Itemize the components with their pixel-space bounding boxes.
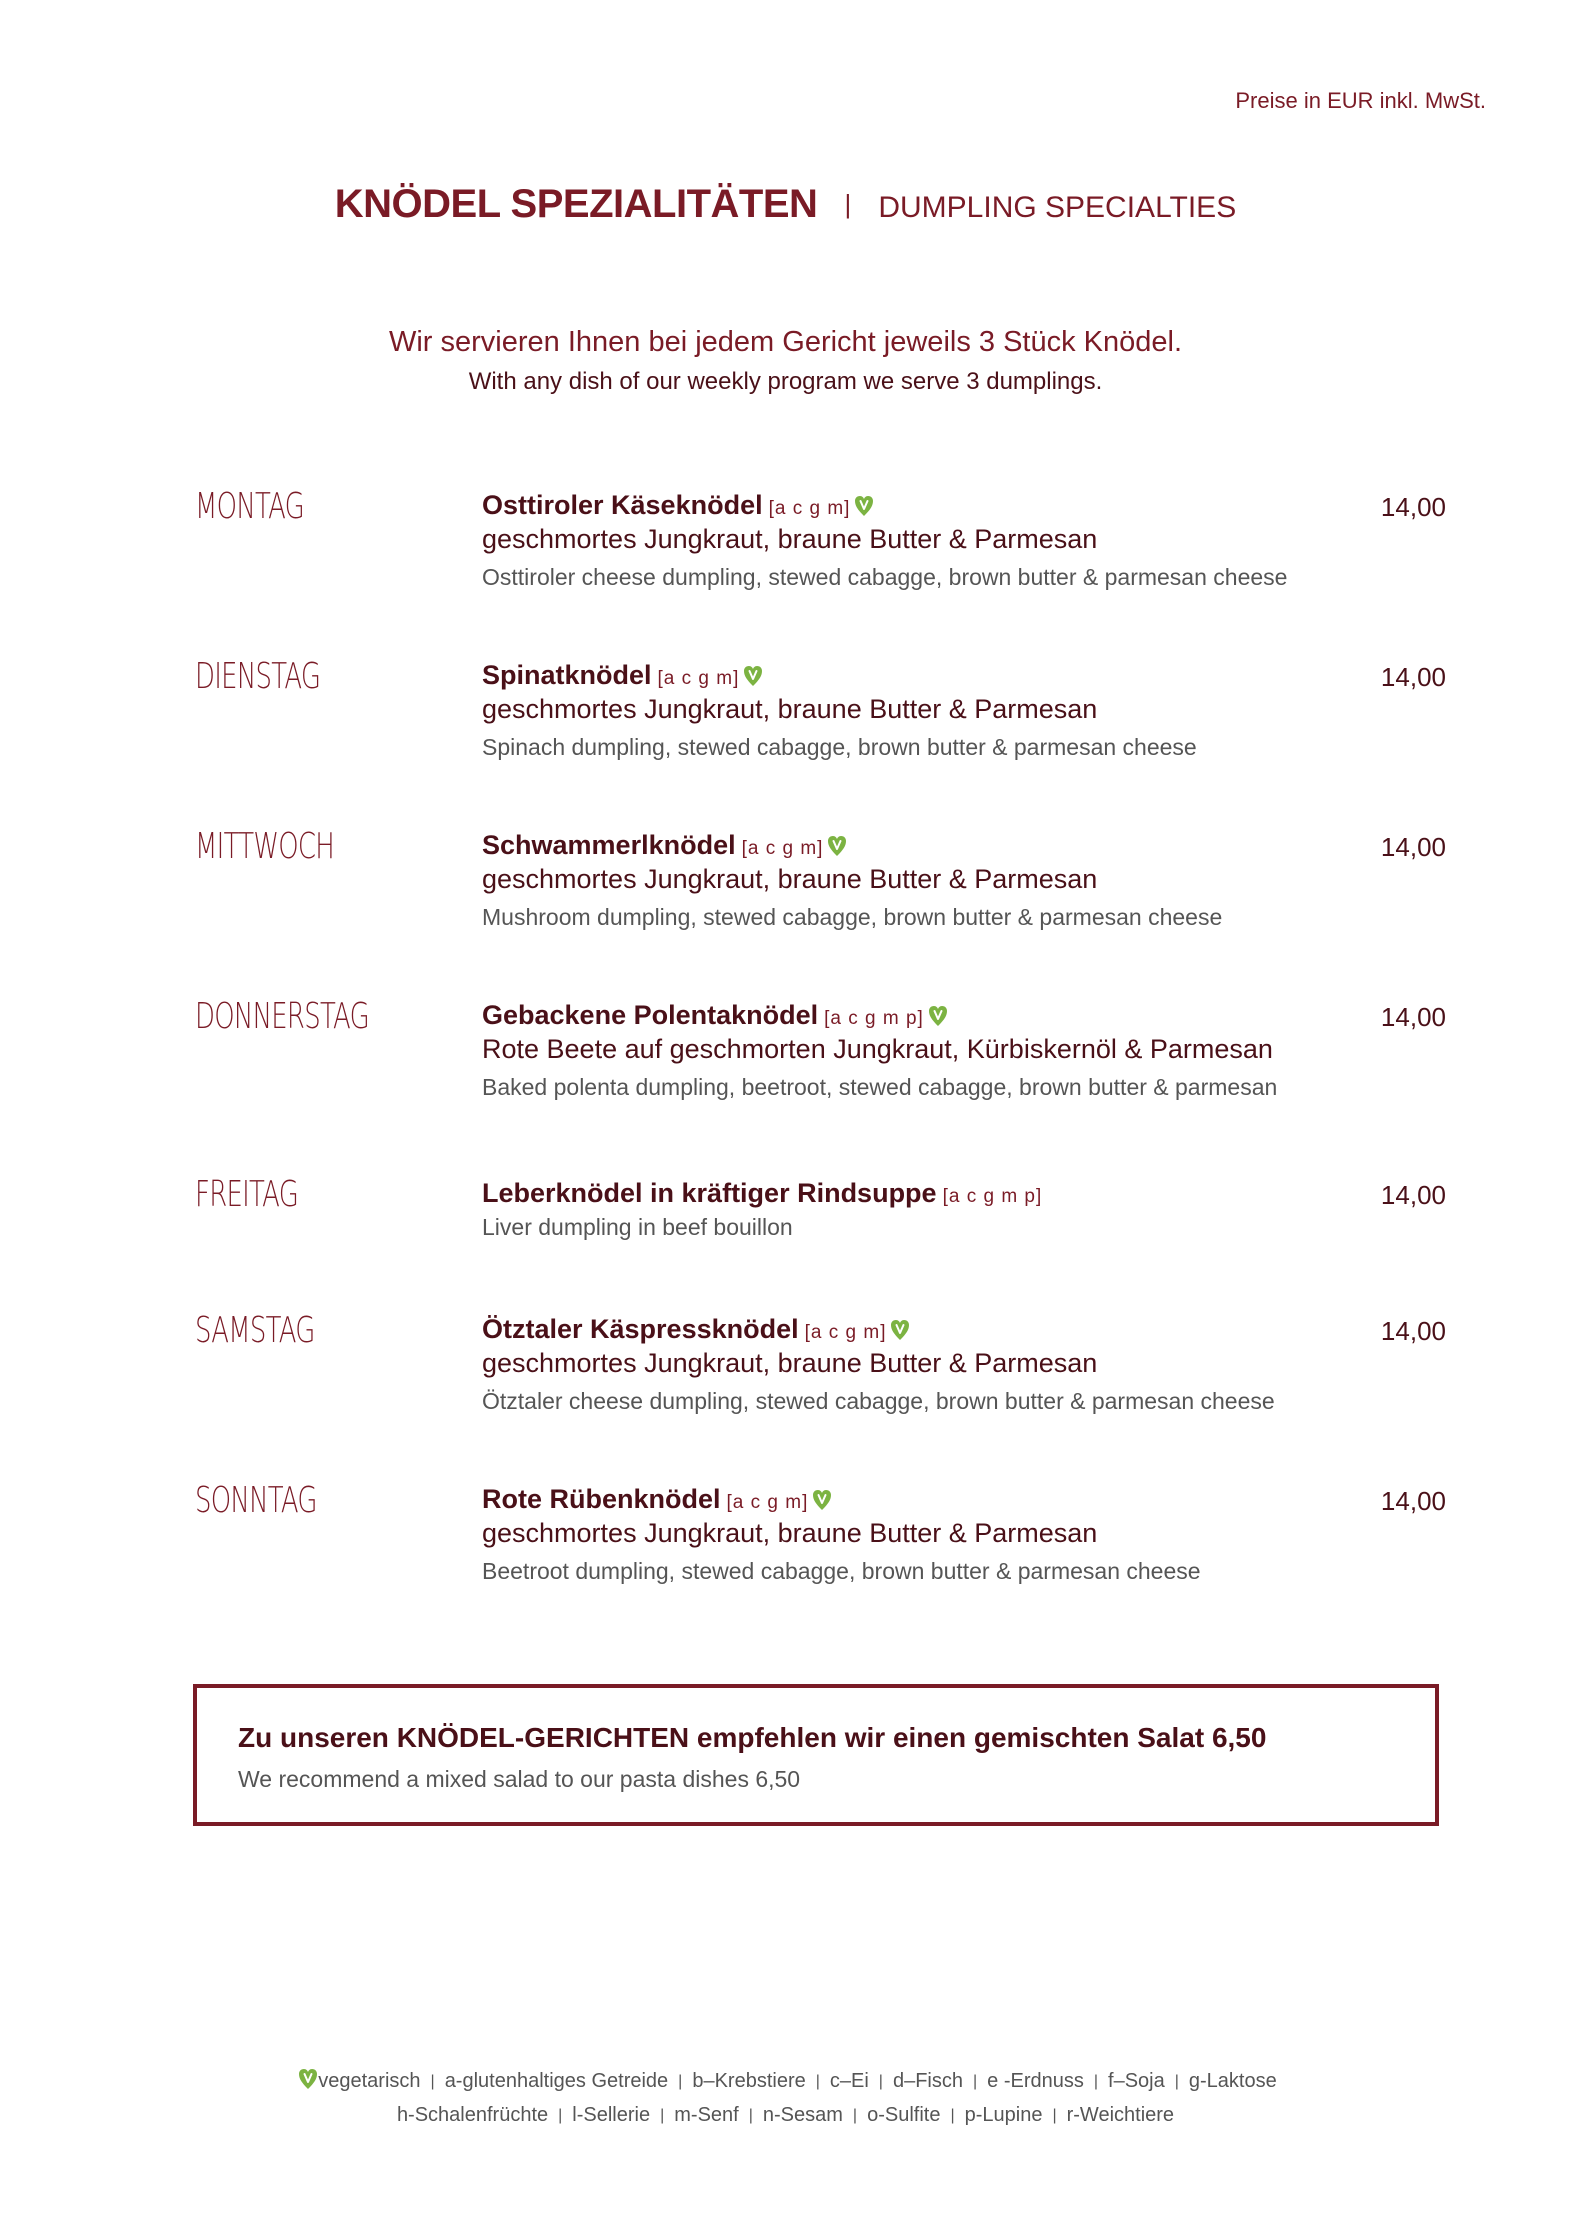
title-english: DUMPLING SPECIALTIES: [878, 191, 1237, 224]
dish-description-german: Rote Beete auf geschmorten Jungkraut, Kürbiskernöl & Parmesan: [482, 1034, 1273, 1064]
dish-description-english: Spinach dumpling, stewed cabagge, brown butter & parmesan cheese: [482, 734, 1197, 760]
dish-title-line: [482, 1178, 1042, 1209]
legend-separator: |: [1052, 2107, 1057, 2124]
legend-item: a-glutenhaltiges Getreide: [444, 2070, 669, 2092]
legend-item: h-Schalenfrüchte: [396, 2104, 549, 2126]
dish-title-line: [482, 1314, 910, 1345]
dish-name: Osttiroler Käseknödel: [482, 490, 763, 520]
legend-item: p-Lupine: [964, 2104, 1043, 2126]
legend-separator: |: [1093, 2073, 1099, 2090]
dish-price: 14,00: [1380, 1316, 1446, 1346]
legend-item: d–Fisch: [892, 2070, 963, 2092]
recommendation-box: [193, 1684, 1439, 1826]
legend-item: vegetarisch: [318, 2070, 421, 2092]
legend-separator: |: [558, 2107, 563, 2124]
dish-price: 14,00: [1380, 1002, 1446, 1032]
dish-description-english: Ötztaler cheese dumpling, stewed cabagge, brown butter & parmesan cheese: [482, 1388, 1275, 1414]
title-separator: |: [844, 189, 852, 219]
dish-title-line: [482, 1000, 948, 1031]
day-label: FREITAG: [195, 1174, 299, 1215]
dish-description-english: Liver dumpling in beef bouillon: [482, 1214, 793, 1240]
legend-separator: |: [878, 2073, 883, 2090]
legend-item: l-Sellerie: [572, 2104, 651, 2126]
allergen-codes: [a c g m]: [741, 838, 824, 859]
vegetarian-leaf-icon: [854, 495, 874, 517]
dish-name: Gebackene Polentaknödel: [482, 1000, 819, 1030]
vegetarian-leaf-icon: [812, 1489, 832, 1511]
dish-price: 14,00: [1380, 1180, 1446, 1210]
price-note: Preise in EUR inkl. MwSt.: [1235, 88, 1486, 113]
allergen-codes: [a c g m]: [804, 1322, 887, 1343]
legend-separator: |: [660, 2107, 665, 2124]
legend-separator: |: [1174, 2073, 1179, 2090]
dish-description-english: Baked polenta dumpling, beetroot, stewed cabagge, brown butter & parmesan: [482, 1074, 1278, 1100]
intro-german: Wir servieren Ihnen bei jedem Gericht jeweils 3 Stück Knödel.: [388, 326, 1183, 358]
legend-item: c–Ei: [829, 2070, 869, 2092]
legend-separator: |: [972, 2073, 978, 2090]
allergen-codes: [a c g m]: [657, 668, 740, 689]
dish-description-english: Mushroom dumpling, stewed cabagge, brown butter & parmesan cheese: [482, 904, 1223, 930]
title-german: KNÖDEL SPEZIALITÄTEN: [334, 182, 818, 226]
legend-item: r-Weichtiere: [1066, 2104, 1175, 2126]
dish-name: Schwammerlknödel: [482, 830, 736, 860]
vegetarian-leaf-icon: [928, 1005, 948, 1027]
legend-separator: |: [815, 2073, 820, 2090]
legend-separator: |: [852, 2107, 858, 2124]
allergen-codes: [a c g m]: [726, 1492, 809, 1513]
vegetarian-leaf-icon: [298, 2068, 318, 2090]
legend-item: m-Senf: [674, 2104, 739, 2126]
recommendation-english: We recommend a mixed salad to our pasta dishes 6,50: [238, 1766, 801, 1792]
allergen-codes: [a c g m p]: [942, 1186, 1043, 1207]
vegetarian-leaf-icon: [827, 835, 847, 857]
dish-description-english: Osttiroler cheese dumpling, stewed cabagge, brown butter & parmesan cheese: [482, 564, 1288, 590]
dish-description-german: geschmortes Jungkraut, braune Butter & Parmesan: [482, 1348, 1098, 1378]
day-label: SAMSTAG: [195, 1310, 315, 1351]
legend-item: e -Erdnuss: [987, 2070, 1084, 2092]
dish-description-german: geschmortes Jungkraut, braune Butter & Parmesan: [482, 524, 1098, 554]
legend-separator: |: [748, 2107, 753, 2124]
dish-name: Rote Rübenknödel: [482, 1484, 721, 1514]
allergen-codes: [a c g m]: [768, 498, 851, 519]
recommendation-german: Zu unseren KNÖDEL-GERICHTEN empfehlen wir einen gemischten Salat 6,50: [238, 1722, 1267, 1753]
dish-title-line: [482, 830, 847, 861]
legend-separator: |: [430, 2073, 435, 2090]
allergen-codes: [a c g m p]: [824, 1008, 924, 1029]
day-label: MITTWOCH: [195, 826, 335, 867]
dish-title-line: [482, 1484, 832, 1515]
allergen-legend-line-2: [0, 2104, 1571, 2127]
dish-name: Ötztaler Käspressknödel: [482, 1314, 799, 1344]
vegetarian-leaf-icon: [890, 1319, 910, 1341]
legend-item: o-Sulfite: [867, 2104, 941, 2126]
dish-name: Leberknödel in kräftiger Rindsuppe: [482, 1178, 937, 1208]
legend-item: n-Sesam: [762, 2104, 843, 2126]
day-label: MONTAG: [195, 486, 305, 527]
allergen-legend-line-1: [0, 2068, 1571, 2093]
dish-price: 14,00: [1380, 1486, 1446, 1516]
dish-name: Spinatknödel: [482, 660, 652, 690]
vegetarian-leaf-icon: [743, 665, 763, 687]
dish-description-german: geschmortes Jungkraut, braune Butter & Parmesan: [482, 1518, 1098, 1548]
dish-price: 14,00: [1380, 662, 1446, 692]
intro-english: With any dish of our weekly program we serve 3 dumplings.: [468, 368, 1103, 395]
day-label: DONNERSTAG: [195, 996, 369, 1037]
dish-description-english: Beetroot dumpling, stewed cabagge, brown butter & parmesan cheese: [482, 1558, 1201, 1584]
legend-item: f–Soja: [1108, 2070, 1165, 2092]
legend-item: g-Laktose: [1188, 2070, 1277, 2092]
dish-title-line: [482, 490, 874, 521]
dish-price: 14,00: [1380, 832, 1446, 862]
legend-separator: |: [950, 2107, 955, 2124]
day-label: DIENSTAG: [195, 656, 321, 697]
dish-title-line: [482, 660, 763, 691]
dish-description-german: geschmortes Jungkraut, braune Butter & Parmesan: [482, 694, 1098, 724]
legend-separator: |: [678, 2073, 683, 2090]
legend-item: b–Krebstiere: [692, 2070, 806, 2092]
page-title: [0, 182, 1571, 227]
dish-description-german: geschmortes Jungkraut, braune Butter & Parmesan: [482, 864, 1098, 894]
day-label: SONNTAG: [195, 1480, 317, 1521]
dish-price: 14,00: [1380, 492, 1446, 522]
